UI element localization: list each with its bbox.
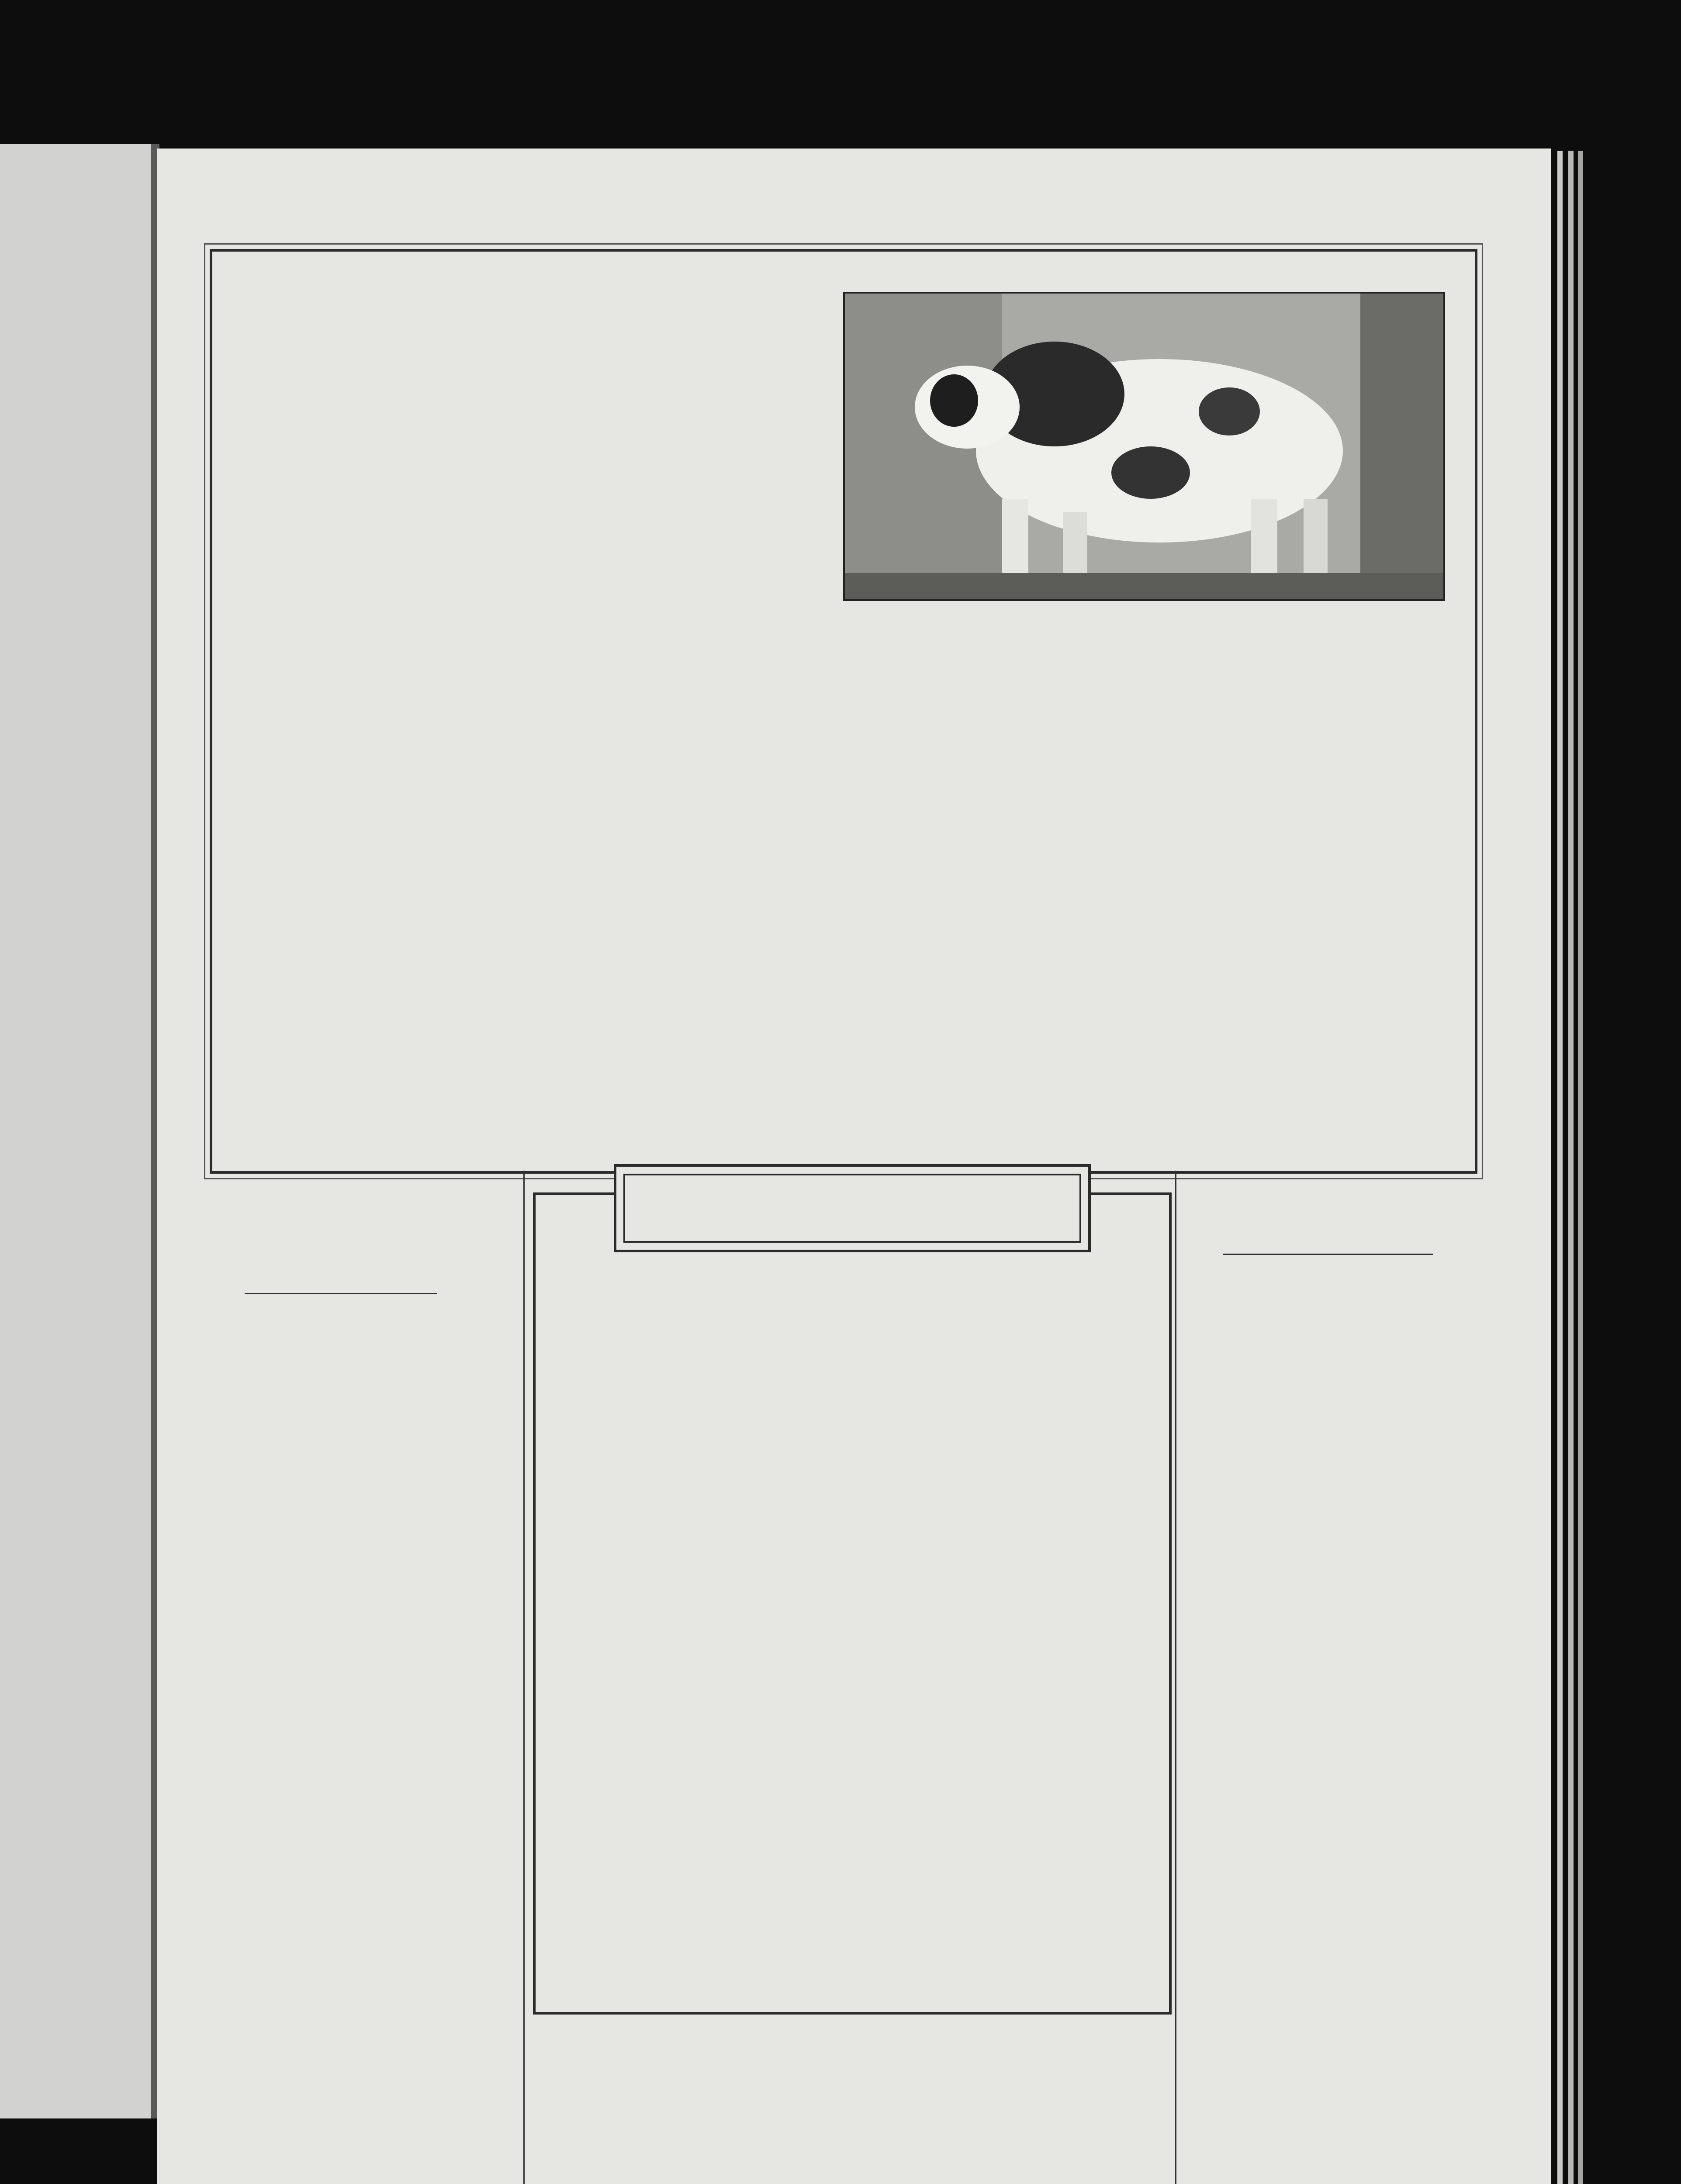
sale-banner-frame <box>614 1164 1091 1252</box>
divider <box>245 1293 437 1294</box>
sale-banner-inner <box>623 1174 1081 1243</box>
bull-photo <box>843 292 1445 601</box>
column-rule <box>523 1171 525 2184</box>
left-page-fragment <box>0 144 151 2118</box>
cow-illustration <box>845 294 1443 599</box>
column-rule <box>1175 1171 1176 2184</box>
page-edge <box>1557 151 1563 2184</box>
page-edge <box>1568 151 1574 2184</box>
holstein-sale-advertisement <box>533 1192 1172 2015</box>
divider <box>1223 1254 1433 1255</box>
page-edge <box>1578 151 1583 2184</box>
